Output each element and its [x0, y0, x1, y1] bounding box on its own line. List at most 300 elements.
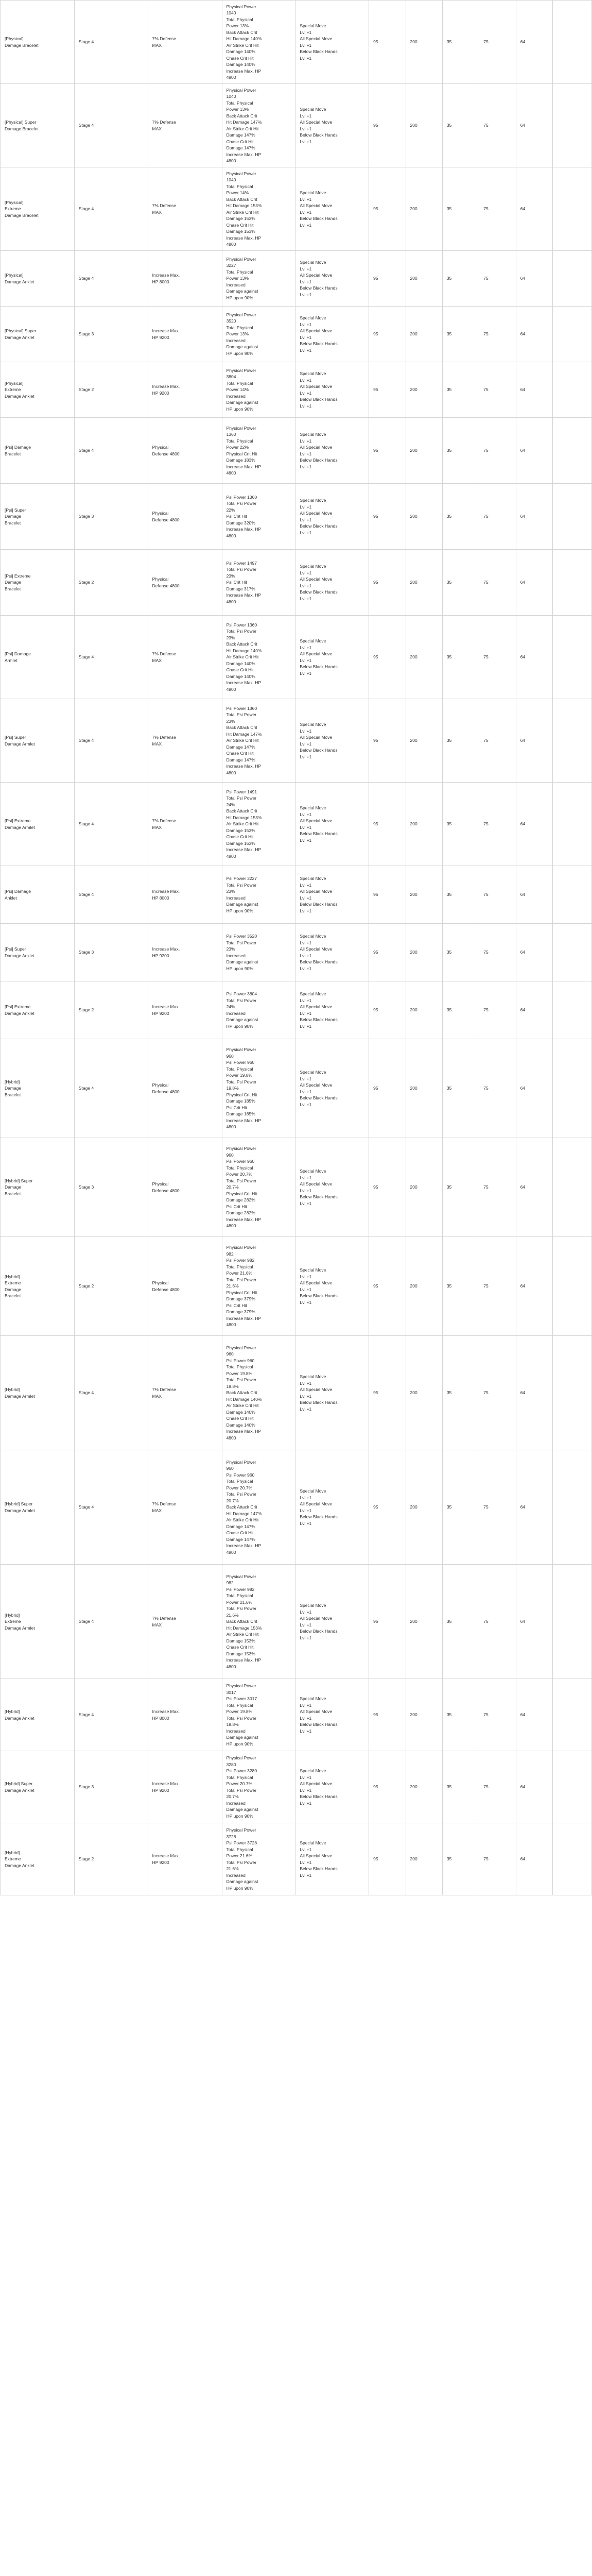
obtain-stat-cell-line: 7% Defense [152, 36, 176, 41]
special-move-cell-line: Lvl +1 [300, 1406, 312, 1412]
main-stats-cell-line: Damage 147% [226, 145, 255, 150]
value-cell-3-value: 35 [446, 123, 452, 128]
main-stats-cell-line: Damage 153% [226, 827, 255, 833]
main-stats-cell [222, 1679, 295, 1751]
main-stats-cell-line: Physical Power [226, 1345, 256, 1350]
main-stats-cell-line: Psi Power 960 [226, 1472, 255, 1478]
value-cell-4 [479, 167, 516, 251]
main-stats-cell-line: 4800 [226, 75, 236, 80]
special-move-cell [295, 84, 369, 167]
item-name-cell-line: Anklet [5, 895, 17, 901]
main-stats-cell-line: Chase Crit Hit [226, 1530, 254, 1536]
special-move-cell [295, 1, 369, 84]
main-stats-cell-line: Increased [226, 953, 246, 958]
main-stats-cell-line: Increase Max. HP [226, 235, 262, 241]
value-cell-1 [369, 924, 406, 981]
main-stats-cell-line: Damage 153% [226, 229, 255, 234]
table-row [1, 783, 592, 866]
value-cell-4-value: 75 [483, 514, 489, 519]
value-cell-4 [479, 418, 516, 484]
item-name-cell-line: [Physical] [5, 273, 24, 278]
item-name-cell [1, 418, 75, 484]
item-name-cell-line: Damage Armlet [5, 741, 35, 747]
main-stats-cell-line: Increase Max. HP [226, 592, 262, 598]
main-stats-cell-line: 19.8% [226, 1383, 239, 1389]
main-stats-cell-line: 982 [226, 1580, 234, 1586]
main-stats-cell-line: Hit Damage 140% [226, 1396, 262, 1402]
value-cell-4 [479, 924, 516, 981]
value-cell-2-value: 200 [410, 1184, 417, 1190]
value-cell-5 [516, 866, 552, 924]
value-cell-1-value: 95 [373, 1390, 378, 1396]
table-row [1, 251, 592, 307]
main-stats-cell-line: Increase Max. HP [226, 1543, 262, 1549]
obtain-stat-cell-line: Defense 4800 [152, 1188, 180, 1193]
value-cell-1-value: 95 [373, 1283, 378, 1289]
value-cell-2-value: 200 [410, 738, 417, 743]
table-row [1, 307, 592, 362]
main-stats-cell-line: Chase Crit Hit [226, 1645, 254, 1650]
value-cell-4 [479, 1336, 516, 1450]
item-name-cell [1, 1237, 75, 1336]
value-cell-2-value: 200 [410, 514, 417, 519]
obtain-stat-cell-line: MAX [152, 1507, 162, 1513]
value-cell-3-value: 35 [446, 276, 452, 281]
main-stats-cell [222, 783, 295, 866]
special-move-cell-line: Lvl +1 [300, 1774, 312, 1780]
main-stats-cell-line: Air Strike Crit Hit [226, 1403, 259, 1409]
main-stats-cell [222, 1138, 295, 1237]
special-move-cell-line: Below Black Hands [300, 1293, 338, 1298]
value-cell-2-value: 200 [410, 950, 417, 955]
main-stats-cell-line: 23% [226, 573, 235, 579]
special-move-cell-line: Special Move [300, 564, 326, 569]
main-stats-cell-line: Damage against [226, 400, 258, 405]
obtain-stat-cell [148, 924, 222, 981]
value-cell-2-value: 200 [410, 1390, 417, 1396]
empty-cell [553, 550, 592, 616]
main-stats-cell [222, 981, 295, 1039]
obtain-stat-cell-line: 7% Defense [152, 1501, 176, 1506]
special-move-cell-line: Lvl +1 [300, 1076, 312, 1081]
value-cell-5 [516, 699, 552, 783]
obtain-stat-cell-line: Increase Max. [152, 328, 180, 333]
item-name-cell [1, 1751, 75, 1823]
main-stats-cell-line: Power 20.7% [226, 1781, 253, 1786]
value-cell-2 [406, 167, 442, 251]
value-cell-5-value: 64 [520, 448, 526, 453]
value-cell-3-value: 35 [446, 1007, 452, 1013]
item-name-cell-line: Bracelet [5, 451, 21, 456]
main-stats-cell-line: Psi Power 1491 [226, 789, 257, 794]
special-move-cell-line: Special Move [300, 805, 326, 810]
main-stats-cell [222, 418, 295, 484]
main-stats-cell-line: Total Physical [226, 1702, 253, 1708]
main-stats-cell-line: Total Physical [226, 183, 253, 189]
item-name-cell [1, 866, 75, 924]
value-cell-1 [369, 783, 406, 866]
special-move-cell [295, 167, 369, 251]
main-stats-cell-line: Hit Damage 147% [226, 120, 262, 125]
empty-cell [553, 1751, 592, 1823]
special-move-cell [295, 699, 369, 783]
value-cell-1 [369, 1751, 406, 1823]
main-stats-cell-line: Damage against [226, 1735, 258, 1740]
main-stats-cell-line: Total Psi Power [226, 882, 257, 888]
obtain-stat-cell [148, 362, 222, 418]
special-move-cell-line: All Special Move [300, 946, 333, 952]
main-stats-cell-line: Physical Crit Hit [226, 451, 257, 456]
special-move-cell-line: Lvl +1 [300, 670, 312, 676]
special-move-cell-line: Lvl +1 [300, 29, 312, 35]
value-cell-3 [442, 251, 479, 307]
value-cell-3-value: 35 [446, 1784, 452, 1790]
value-cell-3 [442, 1823, 479, 1895]
special-move-cell-line: Lvl +1 [300, 321, 312, 327]
main-stats-cell-line: Power 13% [226, 23, 249, 28]
main-stats-cell-line: Power 20.7% [226, 1172, 253, 1177]
value-cell-5 [516, 616, 552, 699]
item-name-cell-line: Damage Bracelet [5, 42, 39, 48]
main-stats-cell-line: Power 19.8% [226, 1709, 253, 1714]
value-cell-3 [442, 484, 479, 550]
main-stats-cell-line: Psi Crit Hit [226, 1105, 247, 1110]
obtain-stat-cell [148, 84, 222, 167]
table-row [1, 1565, 592, 1679]
stage-cell-line: Stage 4 [78, 448, 94, 453]
obtain-stat-cell-line: Physical [152, 445, 169, 450]
main-stats-cell-line: Power 21.6% [226, 1270, 253, 1276]
special-move-cell-line: Below Black Hands [300, 959, 338, 964]
item-name-cell-line: [Psi] Super [5, 946, 26, 952]
stage-cell-line: Stage 4 [78, 1619, 94, 1624]
main-stats-cell-line: Hit Damage 147% [226, 731, 262, 737]
value-cell-1-value: 95 [373, 1007, 378, 1013]
main-stats-cell-line: Hit Damage 140% [226, 36, 262, 41]
special-move-cell-line: Below Black Hands [300, 216, 338, 221]
special-move-cell-line: All Special Move [300, 889, 333, 894]
value-cell-1-value: 95 [373, 206, 378, 212]
main-stats-cell-line: Psi Power 960 [226, 1159, 255, 1164]
main-stats-cell-line: Physical Power [226, 1459, 256, 1465]
obtain-stat-cell-line: Defense 4800 [152, 451, 180, 456]
value-cell-1-value: 95 [373, 1184, 378, 1190]
item-name-cell-line: Bracelet [5, 1092, 21, 1097]
obtain-stat-cell-line: Defense 4800 [152, 583, 180, 588]
value-cell-4 [479, 1450, 516, 1565]
special-move-cell-line: Below Black Hands [300, 341, 338, 346]
main-stats-cell [222, 1, 295, 84]
main-stats-cell-line: 4800 [226, 1322, 236, 1328]
main-stats-cell-line: 24% [226, 802, 235, 807]
item-name-cell [1, 1138, 75, 1237]
main-stats-cell [222, 699, 295, 783]
main-stats-cell-line: Increase Max. HP [226, 1429, 262, 1434]
stage-cell-line: Stage 2 [78, 387, 94, 393]
table-row [1, 1237, 592, 1336]
value-cell-5 [516, 1751, 552, 1823]
special-move-cell-line: Lvl +1 [300, 403, 312, 409]
stage-cell-line: Stage 2 [78, 580, 94, 585]
item-name-cell-line: [Physical] [5, 199, 24, 205]
special-move-cell-line: All Special Move [300, 1082, 333, 1088]
special-move-cell-line: Lvl +1 [300, 882, 312, 888]
main-stats-cell-line: Damage 140% [226, 660, 255, 666]
special-move-cell-line: Below Black Hands [300, 1095, 338, 1100]
value-cell-1 [369, 1450, 406, 1565]
main-stats-cell-line: Total Psi Power [226, 712, 257, 718]
special-move-cell-line: Below Black Hands [300, 902, 338, 907]
main-stats-cell-line: Physical Power [226, 1683, 256, 1688]
value-cell-2 [406, 84, 442, 167]
value-cell-4 [479, 981, 516, 1039]
special-move-cell-line: Lvl +1 [300, 464, 312, 469]
value-cell-5-value: 64 [520, 654, 526, 660]
value-cell-3-value: 35 [446, 1390, 452, 1396]
obtain-stat-cell [148, 1823, 222, 1895]
stage-cell [74, 1138, 148, 1237]
special-move-cell-line: All Special Move [300, 577, 333, 582]
main-stats-cell-line: Damage 379% [226, 1296, 255, 1302]
main-stats-cell-line: 4800 [226, 599, 236, 604]
value-cell-2 [406, 1751, 442, 1823]
main-stats-cell-line: Chase Crit Hit [226, 55, 254, 61]
special-move-cell-line: Lvl +1 [300, 728, 312, 734]
special-move-cell-line: All Special Move [300, 203, 333, 208]
item-name-cell-line: Damage Anklet [5, 1862, 34, 1868]
main-stats-cell-line: 3728 [226, 1834, 236, 1839]
main-stats-cell-line: Hit Damage 153% [226, 1625, 262, 1631]
special-move-cell-line: Special Move [300, 1840, 326, 1845]
main-stats-cell-line: Back Attack Crit [226, 641, 257, 647]
value-cell-5-value: 64 [520, 206, 526, 212]
value-cell-3 [442, 783, 479, 866]
main-stats-cell-line: Power 21.6% [226, 1853, 253, 1858]
empty-cell [553, 1237, 592, 1336]
main-stats-cell-line: Physical Power [226, 367, 256, 373]
main-stats-cell-line: Psi Power 1360 [226, 705, 257, 711]
special-move-cell-line: Lvl +1 [300, 222, 312, 228]
main-stats-cell-line: Damage 147% [226, 744, 255, 750]
value-cell-2 [406, 362, 442, 418]
obtain-stat-cell-line: Increase Max. [152, 1709, 180, 1714]
value-cell-5-value: 64 [520, 1390, 526, 1396]
table-row [1, 924, 592, 981]
main-stats-cell-line: 960 [226, 1053, 234, 1059]
value-cell-5-value: 64 [520, 1619, 526, 1624]
obtain-stat-cell [148, 1751, 222, 1823]
value-cell-3-value: 35 [446, 387, 452, 393]
stage-cell-line: Stage 4 [78, 654, 94, 660]
main-stats-cell-line: 19.8% [226, 1722, 239, 1727]
value-cell-3-value: 35 [446, 738, 452, 743]
main-stats-cell-line: Total Psi Power [226, 1079, 257, 1084]
stage-cell [74, 866, 148, 924]
item-name-cell [1, 1565, 75, 1679]
value-cell-1 [369, 1, 406, 84]
obtain-stat-cell-line: HP 9200 [152, 1787, 169, 1793]
special-move-cell-line: Lvl +1 [300, 583, 312, 588]
empty-cell [553, 1138, 592, 1237]
value-cell-4-value: 75 [483, 1184, 489, 1190]
main-stats-cell-line: Chase Crit Hit [226, 1416, 254, 1421]
value-cell-1 [369, 1138, 406, 1237]
main-stats-cell-line: Total Psi Power [226, 501, 257, 506]
special-move-cell-line: Special Move [300, 1168, 326, 1174]
main-stats-cell-line: 4800 [226, 533, 236, 538]
special-move-cell [295, 1336, 369, 1450]
value-cell-3 [442, 866, 479, 924]
main-stats-cell-line: Air Strike Crit Hit [226, 42, 259, 48]
item-name-cell-line: [Physical] [5, 380, 24, 386]
value-cell-4-value: 75 [483, 1504, 489, 1510]
special-move-cell-line: All Special Move [300, 445, 333, 450]
main-stats-cell-line: Chase Crit Hit [226, 667, 254, 673]
special-move-cell-line: All Special Move [300, 1709, 333, 1714]
value-cell-1-value: 95 [373, 123, 378, 128]
value-cell-3-value: 35 [446, 892, 452, 897]
main-stats-cell-line: 24% [226, 1004, 235, 1009]
special-move-cell-line: Lvl +1 [300, 940, 312, 945]
special-move-cell [295, 1039, 369, 1138]
obtain-stat-cell-line: Physical [152, 1082, 169, 1088]
special-move-cell [295, 1138, 369, 1237]
value-cell-3 [442, 362, 479, 418]
value-cell-3 [442, 1237, 479, 1336]
obtain-stat-cell [148, 1138, 222, 1237]
table-row [1, 484, 592, 550]
item-name-cell [1, 616, 75, 699]
value-cell-5 [516, 981, 552, 1039]
stage-cell-line: Stage 4 [78, 892, 94, 897]
item-name-cell-line: [Psi] Extreme [5, 1004, 31, 1009]
main-stats-cell-line: Air Strike Crit Hit [226, 1632, 259, 1637]
main-stats-cell-line: Damage 282% [226, 1197, 255, 1203]
value-cell-4 [479, 1138, 516, 1237]
special-move-cell-line: Lvl +1 [300, 837, 312, 843]
value-cell-1-value: 95 [373, 821, 378, 827]
special-move-cell [295, 1823, 369, 1895]
item-name-cell-line: [Psi] Extreme [5, 573, 31, 579]
value-cell-1-value: 95 [373, 1619, 378, 1624]
value-cell-5-value: 64 [520, 738, 526, 743]
obtain-stat-cell-line: Increase Max. [152, 273, 180, 278]
obtain-stat-cell [148, 1336, 222, 1450]
main-stats-cell-line: Damage 140% [226, 49, 255, 54]
special-move-cell-line: Lvl +1 [300, 1787, 312, 1793]
special-move-cell [295, 550, 369, 616]
value-cell-1 [369, 1679, 406, 1751]
special-move-cell-line: Lvl +1 [300, 824, 312, 830]
special-move-cell-line: Lvl +1 [300, 438, 312, 444]
value-cell-4 [479, 484, 516, 550]
item-name-cell [1, 1039, 75, 1138]
value-cell-4 [479, 1565, 516, 1679]
value-cell-3 [442, 418, 479, 484]
special-move-cell-line: Lvl +1 [300, 895, 312, 901]
item-name-cell-line: [Hybrid] [5, 1850, 20, 1855]
main-stats-cell-line: 22% [226, 507, 235, 513]
main-stats-cell-line: Damage against [226, 959, 258, 964]
main-stats-cell-line: Physical Power [226, 1827, 256, 1833]
stage-cell [74, 167, 148, 251]
main-stats-cell [222, 1039, 295, 1138]
item-name-cell-line: Damage Anklet [5, 279, 34, 284]
main-stats-cell-line: 960 [226, 1466, 234, 1471]
value-cell-2 [406, 924, 442, 981]
special-move-cell-line: Lvl +1 [300, 139, 312, 144]
obtain-stat-cell-line: MAX [152, 1622, 162, 1628]
empty-cell [553, 699, 592, 783]
value-cell-3-value: 35 [446, 514, 452, 519]
main-stats-cell-line: Damage against [226, 902, 258, 907]
special-move-cell-line: Special Move [300, 260, 326, 265]
special-move-cell-line: All Special Move [300, 1853, 333, 1858]
special-move-cell-line: Lvl +1 [300, 1188, 312, 1193]
main-stats-cell-line: 1360 [226, 432, 236, 437]
special-move-cell-line: Special Move [300, 991, 326, 996]
value-cell-5-value: 64 [520, 387, 526, 393]
main-stats-cell-line: Damage 140% [226, 62, 255, 67]
main-stats-cell-line: HP upon 90% [226, 350, 253, 356]
main-stats-cell-line: 20.7% [226, 1184, 239, 1190]
special-move-cell-line: Lvl +1 [300, 334, 312, 340]
value-cell-2-value: 200 [410, 821, 417, 827]
value-cell-1-value: 95 [373, 1712, 378, 1718]
item-name-cell-line: Damage Armlet [5, 1625, 35, 1631]
value-cell-3-value: 35 [446, 1504, 452, 1510]
value-cell-5 [516, 1, 552, 84]
special-move-cell-line: Below Black Hands [300, 49, 338, 54]
special-move-cell [295, 1237, 369, 1336]
value-cell-1 [369, 484, 406, 550]
main-stats-cell-line: Physical Power [226, 87, 256, 93]
obtain-stat-cell [148, 484, 222, 550]
main-stats-cell-line: Total Psi Power [226, 1606, 257, 1612]
main-stats-cell-line: Damage 140% [226, 1409, 255, 1415]
special-move-cell-line: Lvl +1 [300, 965, 312, 971]
value-cell-5-value: 64 [520, 514, 526, 519]
stage-cell [74, 1679, 148, 1751]
main-stats-cell-line: 960 [226, 1152, 234, 1158]
value-cell-3 [442, 616, 479, 699]
main-stats-cell-line: Total Physical [226, 1774, 253, 1780]
special-move-cell [295, 1450, 369, 1565]
table-row [1, 1039, 592, 1138]
special-move-cell-line: Below Black Hands [300, 1017, 338, 1022]
stage-cell [74, 616, 148, 699]
item-name-cell-line: [Physical] Super [5, 328, 37, 333]
empty-cell [553, 1, 592, 84]
stage-cell [74, 1, 148, 84]
stage-cell-line: Stage 2 [78, 1283, 94, 1289]
special-move-cell-line: Below Black Hands [300, 1400, 338, 1405]
value-cell-4-value: 75 [483, 206, 489, 212]
main-stats-cell [222, 616, 295, 699]
value-cell-5 [516, 362, 552, 418]
stage-cell-line: Stage 3 [78, 950, 94, 955]
main-stats-cell-line: Damage 140% [226, 673, 255, 679]
value-cell-3-value: 35 [446, 1086, 452, 1091]
special-move-cell [295, 981, 369, 1039]
item-name-cell-line: Damage Anklet [5, 1787, 34, 1793]
main-stats-cell-line: 3804 [226, 374, 236, 380]
value-cell-2 [406, 1336, 442, 1450]
special-move-cell-line: Lvl +1 [300, 1200, 312, 1206]
main-stats-cell-line: Power 19.8% [226, 1073, 253, 1078]
special-move-cell-line: Lvl +1 [300, 570, 312, 575]
main-stats-cell-line: Damage 153% [226, 216, 255, 221]
